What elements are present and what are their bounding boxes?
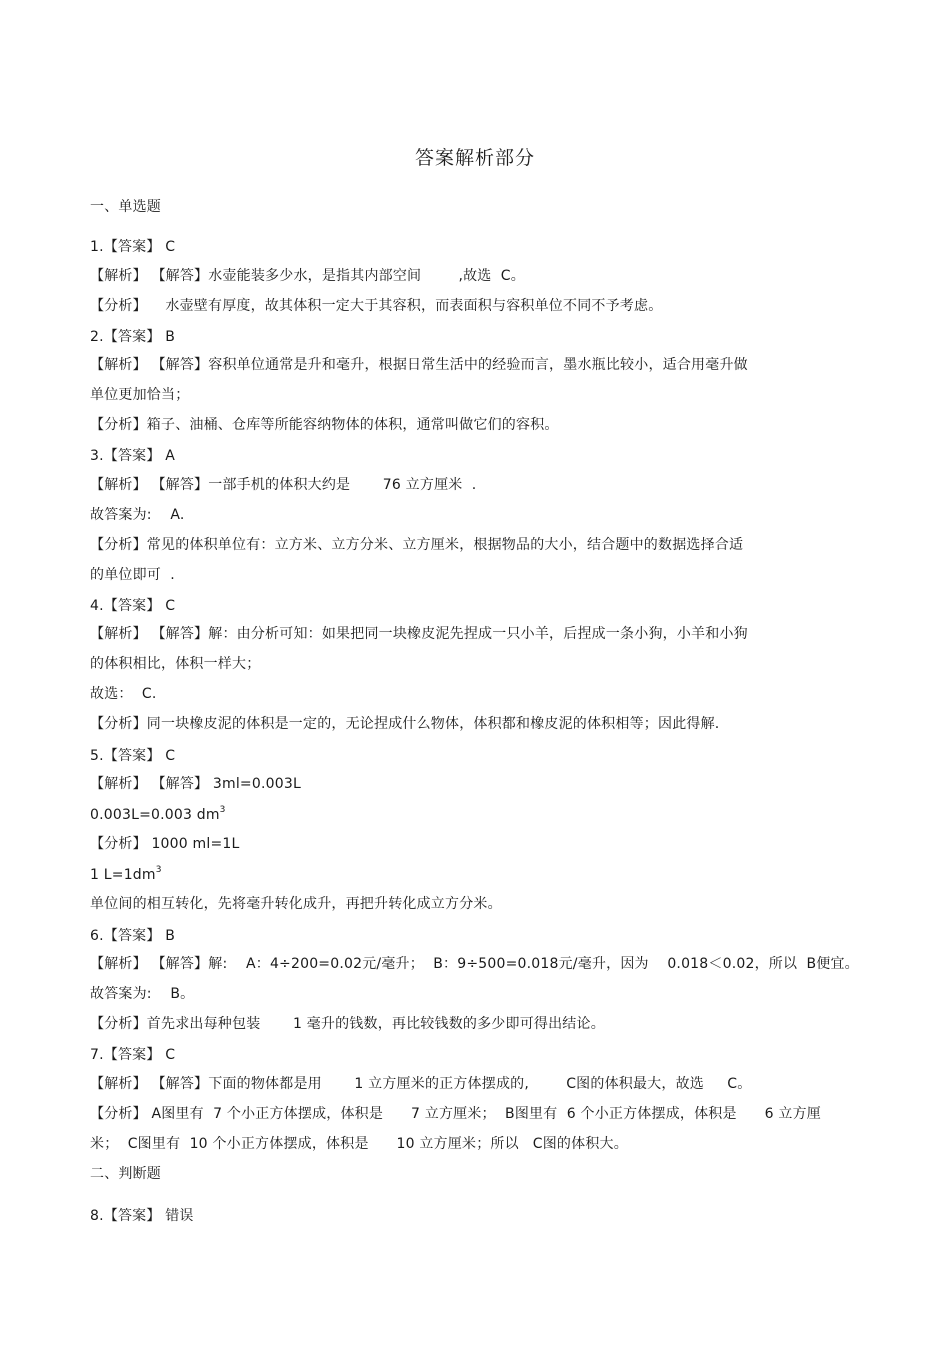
q5-exponent: 3 bbox=[219, 805, 226, 815]
q4-explanation: 【解析】 【解答】解：由分析可知：如果把同一块橡皮泥先捏成一只小羊，后捏成一条小狗，小羊和小狗 bbox=[90, 626, 748, 642]
q5-analysis-exponent: 3 bbox=[155, 865, 162, 875]
q5-analysis-line2 bbox=[90, 865, 162, 885]
q6-conclusion: 故答案为: B。 bbox=[90, 986, 195, 1002]
q4-analysis: 【分析】同一块橡皮泥的体积是一定的，无论捏成什么物体，体积都和橡皮泥的体积相等；因此得解. bbox=[90, 716, 720, 732]
q3-conclusion: 故答案为: A. bbox=[90, 507, 185, 523]
q1-answer: 1.【答案】 C bbox=[90, 239, 176, 255]
q2-answer: 2.【答案】 B bbox=[90, 329, 176, 345]
q6-analysis: 【分析】首先求出每种包装 1 毫升的钱数，再比较钱数的多少即可得出结论。 bbox=[90, 1016, 605, 1032]
q3-analysis: 【分析】常见的体积单位有：立方米、立方分米、立方厘米，根据物品的大小，结合题中的数据选择合适 bbox=[90, 537, 744, 553]
q7-analysis: 【分析】 A图里有 7 个小正方体摆成，体积是 7 立方厘米； B图里有 6 个小正方体摆成，体积是 6 立方厘 bbox=[90, 1106, 821, 1122]
section-heading-true-false: 二、判断题 bbox=[90, 1166, 161, 1182]
q7-answer: 7.【答案】 C bbox=[90, 1047, 176, 1063]
q4-explanation-cont: 的体积相比，体积一样大； bbox=[90, 656, 261, 672]
q6-answer: 6.【答案】 B bbox=[90, 928, 176, 944]
q8-answer: 8.【答案】 错误 bbox=[90, 1208, 194, 1224]
q5-answer: 5.【答案】 C bbox=[90, 748, 176, 764]
q1-analysis: 【分析】 水壶壁有厚度，故其体积一定大于其容积，而表面积与容积单位不同不予考虑。 bbox=[90, 298, 663, 314]
q4-conclusion: 故选： C. bbox=[90, 686, 157, 702]
q3-explanation: 【解析】 【解答】一部手机的体积大约是 76 立方厘米 . bbox=[90, 477, 477, 493]
page-title: 答案解析部分 bbox=[414, 147, 535, 169]
q5-conversion-text: 0.003L=0.003 dm bbox=[90, 807, 220, 823]
q2-analysis: 【分析】箱子、油桶、仓库等所能容纳物体的体积，通常叫做它们的容积。 bbox=[90, 417, 559, 433]
q5-conversion-line bbox=[90, 805, 226, 825]
q2-explanation-cont: 单位更加恰当； bbox=[90, 387, 190, 403]
q2-explanation: 【解析】 【解答】容积单位通常是升和毫升，根据日常生活中的经验而言，墨水瓶比较小，适合用毫升做 bbox=[90, 357, 748, 373]
q1-explanation: 【解析】 【解答】水壶能装多少水，是指其内部空间 ,故选 C。 bbox=[90, 268, 525, 284]
q5-analysis-line3: 单位间的相互转化，先将毫升转化成升，再把升转化成立方分米。 bbox=[90, 896, 502, 912]
q6-explanation: 【解析】 【解答】解: A：4÷200=0.02元/毫升； B：9÷500=0.018元/毫升，因为 0.018＜0.02，所以 B便宜。 bbox=[90, 956, 859, 972]
q5-analysis-text: 1 L=1dm bbox=[90, 867, 156, 883]
q3-answer: 3.【答案】 A bbox=[90, 448, 175, 464]
q7-analysis-cont: 米； C图里有 10 个小正方体摆成，体积是 10 立方厘米；所以 C图的体积大。 bbox=[90, 1136, 628, 1152]
section-heading-single-choice: 一、单选题 bbox=[90, 199, 161, 215]
q5-explanation: 【解析】 【解答】 3ml=0.003L bbox=[90, 776, 301, 792]
q4-answer: 4.【答案】 C bbox=[90, 598, 176, 614]
q7-explanation: 【解析】 【解答】下面的物体都是用 1 立方厘米的正方体摆成的, C图的体积最大，故选 C。 bbox=[90, 1076, 752, 1092]
q5-analysis: 【分析】 1000 ml=1L bbox=[90, 836, 240, 852]
q3-analysis-cont: 的单位即可 . bbox=[90, 567, 175, 583]
